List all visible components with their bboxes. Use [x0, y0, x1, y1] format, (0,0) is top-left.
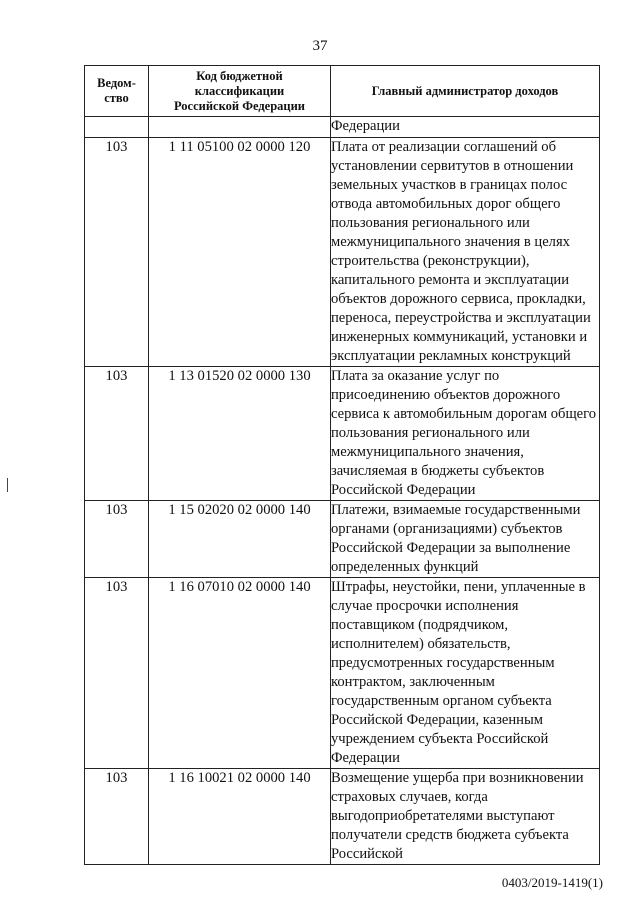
cell-code: 1 16 07010 02 0000 140 — [149, 578, 331, 769]
cell-administrator: Плата за оказание услуг по присоединению объектов дорожного сервиса к автомобильным дорогам общего пользования регионального или межмуниципального значения, зачисляемая в бюджеты субъектов Российской Федерации — [331, 367, 600, 501]
header-department: Ведом- ство — [85, 66, 149, 117]
cell-code: 1 16 10021 02 0000 140 — [149, 769, 331, 865]
page-number: 37 — [312, 38, 328, 54]
document-code: 0403/2019-1419(1) — [501, 875, 603, 890]
budget-revenue-table — [84, 65, 600, 865]
table-row — [85, 578, 600, 769]
cell-administrator: Федерации — [331, 117, 600, 138]
cell-department: 103 — [85, 578, 149, 769]
table-row — [85, 138, 600, 367]
table-row — [85, 769, 600, 865]
table-header-row — [85, 66, 600, 117]
table-row — [85, 367, 600, 501]
header-code: Код бюджетной классификации Российской Федерации — [149, 66, 331, 117]
cell-code: 1 15 02020 02 0000 140 — [149, 501, 331, 578]
cell-department — [85, 117, 149, 138]
table-row-continuation — [85, 117, 600, 138]
table-row — [85, 501, 600, 578]
cell-department: 103 — [85, 769, 149, 865]
cell-administrator: Платежи, взимаемые государственными органами (организациями) субъектов Российской Федерации за выполнение определенных функций — [331, 501, 600, 578]
cell-department: 103 — [85, 367, 149, 501]
cell-code: 1 11 05100 02 0000 120 — [149, 138, 331, 367]
cell-administrator: Штрафы, неустойки, пени, уплаченные в случае просрочки исполнения поставщиком (подрядчиком, исполнителем) обязательств, предусмотренных государственным контрактом, заключенным государственным органом субъекта Российской Федерации, казенным учреждением субъекта Российской Федерации — [331, 578, 600, 769]
header-administrator: Главный администратор доходов — [331, 66, 600, 117]
cell-department: 103 — [85, 501, 149, 578]
cell-administrator: Возмещение ущерба при возникновении страховых случаев, когда выгодоприобретателями выступают получатели средств бюджета субъекта Российской — [331, 769, 600, 865]
cell-code — [149, 117, 331, 138]
scan-margin-mark — [7, 478, 8, 492]
cell-code: 1 13 01520 02 0000 130 — [149, 367, 331, 501]
cell-administrator: Плата от реализации соглашений об установлении сервитутов в отношении земельных участков в границах полос отвода автомобильных дорог общего пользования регионального или межмуниципального значения в целях строительства (реконструкции), капитального ремонта и эксплуатации объектов дорожного сервиса, прокладки, переноса, переустройства и эксплуатации инженерных коммуникаций, установки и эксплуатации рекламных конструкций — [331, 138, 600, 367]
cell-department: 103 — [85, 138, 149, 367]
